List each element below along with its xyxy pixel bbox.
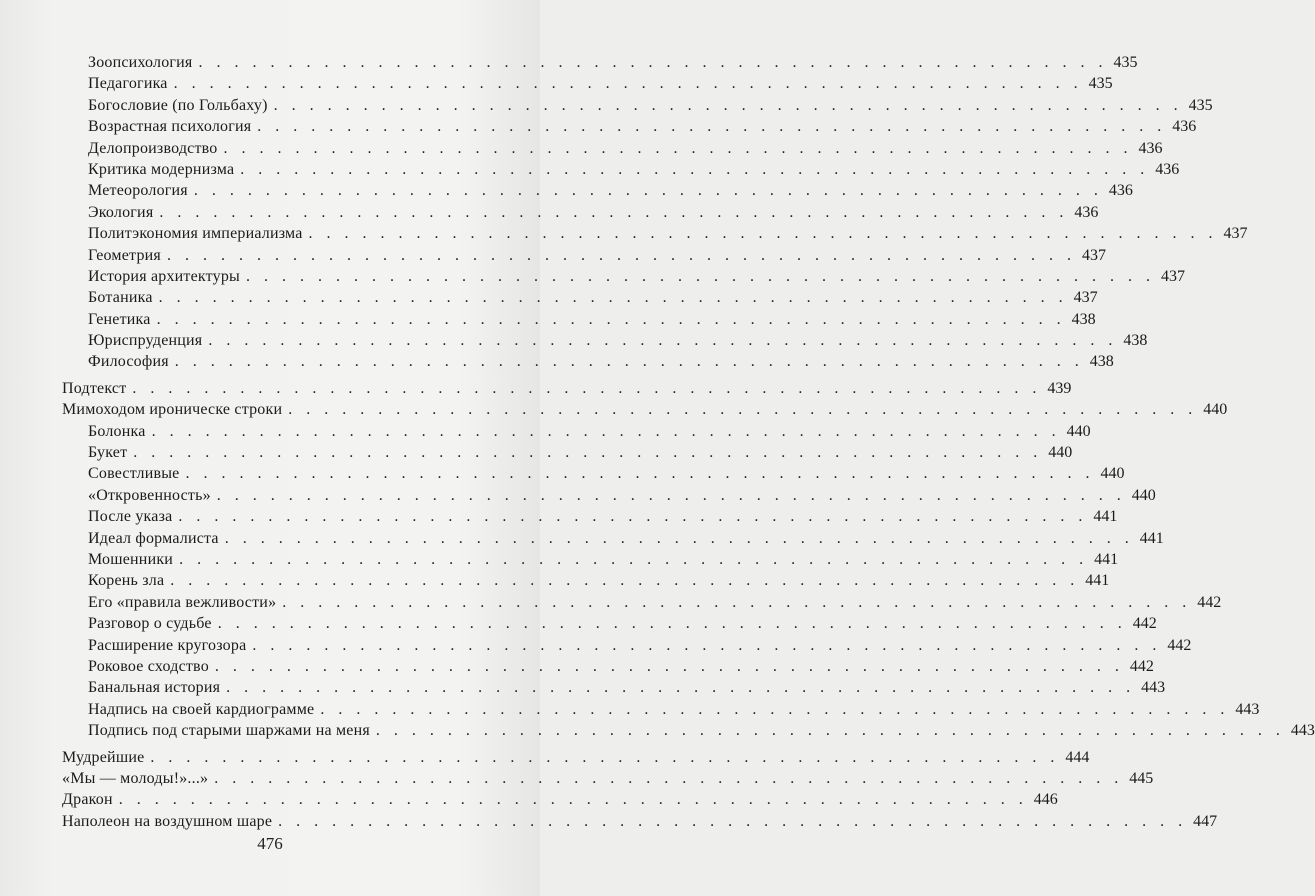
- toc-entry-title: Делопроизводство: [88, 139, 218, 157]
- toc-entry-title: Разговор о судьбе: [88, 615, 212, 633]
- toc-entry: [62, 811, 1218, 832]
- toc-entry-page: 440: [1203, 401, 1228, 419]
- toc-entry: [62, 635, 1192, 656]
- toc-entry-title: Критика модернизма: [88, 160, 235, 178]
- toc-entry: [62, 768, 1154, 789]
- toc-entry: [62, 747, 1090, 768]
- toc-entry-title: Идеал формалиста: [88, 529, 219, 547]
- toc-entry-title: После указа: [88, 508, 173, 526]
- toc-entry: [62, 159, 1180, 180]
- dot-leader: . . . . . . . . . . . . . . . . . . . . . . . . . . . . . . . . . . . . . . . . . . . . . . . . . . .: [170, 572, 1080, 590]
- toc-entry-title: Болонка: [88, 422, 146, 440]
- toc-entry: [62, 528, 1164, 549]
- toc-entry-title: Подтекст: [62, 379, 127, 397]
- dot-leader: . . . . . . . . . . . . . . . . . . . . . . . . . . . . . . . . . . . . . . . . . . . . . . . . . . .: [375, 722, 1285, 740]
- toc-entry-title: «Откровенность»: [88, 486, 211, 504]
- toc-entry-page: 441: [1093, 508, 1118, 526]
- dot-leader: . . . . . . . . . . . . . . . . . . . . . . . . . . . . . . . . . . . . . . . . . . . . . . . . . . .: [320, 700, 1230, 718]
- toc-entry: [62, 699, 1260, 720]
- toc-entry-title: Роковое сходство: [88, 657, 209, 675]
- toc-entry: [62, 266, 1186, 287]
- toc-entry-title: История архитектуры: [88, 267, 241, 285]
- dot-leader: . . . . . . . . . . . . . . . . . . . . . . . . . . . . . . . . . . . . . . . . . . . . . . . . . . .: [217, 615, 1127, 633]
- toc-entry-page: 441: [1094, 550, 1119, 568]
- toc-entry-title: Букет: [88, 444, 128, 462]
- dot-leader: . . . . . . . . . . . . . . . . . . . . . . . . . . . . . . . . . . . . . . . . . . . . . . . . . . .: [193, 182, 1103, 200]
- toc-entry: [62, 613, 1157, 634]
- toc-entry: [62, 506, 1118, 527]
- toc-entry-page: 441: [1139, 529, 1164, 547]
- toc-entry: [62, 287, 1098, 308]
- toc-entry: [62, 656, 1154, 677]
- toc-entry-title: Геометрия: [88, 246, 161, 264]
- dot-leader: . . . . . . . . . . . . . . . . . . . . . . . . . . . . . . . . . . . . . . . . . . . . . . . . . . .: [151, 422, 1061, 440]
- toc-entry-title: Юриспруденция: [88, 332, 203, 350]
- dot-leader: . . . . . . . . . . . . . . . . . . . . . . . . . . . . . . . . . . . . . . . . . . . . . . . . . . .: [240, 160, 1150, 178]
- toc-entry-title: Возрастная психология: [88, 118, 252, 136]
- toc-entry-page: 437: [1161, 267, 1186, 285]
- toc-entry-page: 443: [1141, 679, 1166, 697]
- toc-entry-page: 446: [1033, 791, 1058, 809]
- toc-entry: [62, 789, 1058, 810]
- table-of-contents: [62, 52, 1315, 832]
- toc-entry-title: Мимоходом ироническе строки: [62, 401, 283, 419]
- toc-entry: [62, 73, 1113, 94]
- dot-leader: . . . . . . . . . . . . . . . . . . . . . . . . . . . . . . . . . . . . . . . . . . . . . . . . . . .: [216, 486, 1126, 504]
- toc-entry-title: Педагогика: [88, 75, 168, 93]
- toc-entry-page: 443: [1235, 700, 1260, 718]
- toc-entry: [62, 202, 1099, 223]
- toc-entry: [62, 677, 1166, 698]
- toc-entry: [62, 351, 1114, 372]
- toc-entry: [62, 330, 1148, 351]
- dot-leader: . . . . . . . . . . . . . . . . . . . . . . . . . . . . . . . . . . . . . . . . . . . . . . . . . . .: [214, 769, 1124, 787]
- toc-entry-page: 442: [1129, 657, 1154, 675]
- dot-leader: . . . . . . . . . . . . . . . . . . . . . . . . . . . . . . . . . . . . . . . . . . . . . . . . . . .: [185, 465, 1095, 483]
- dot-leader: . . . . . . . . . . . . . . . . . . . . . . . . . . . . . . . . . . . . . . . . . . . . . . . . . . .: [133, 444, 1043, 462]
- toc-entry-title: Ботаника: [88, 289, 153, 307]
- toc-entry-page: 435: [1088, 75, 1113, 93]
- toc-entry: [62, 549, 1119, 570]
- toc-entry-title: Метеорология: [88, 182, 188, 200]
- toc-entry-title: Подпись под старыми шаржами на меня: [88, 722, 370, 740]
- toc-entry-title: Дракон: [62, 791, 113, 809]
- toc-entry: [62, 138, 1163, 159]
- toc-entry-title: Мудрейшие: [62, 748, 145, 766]
- dot-leader: . . . . . . . . . . . . . . . . . . . . . . . . . . . . . . . . . . . . . . . . . . . . . . . . . . .: [156, 310, 1066, 328]
- toc-entry-title: Его «правила вежливости»: [88, 593, 277, 611]
- dot-leader: . . . . . . . . . . . . . . . . . . . . . . . . . . . . . . . . . . . . . . . . . . . . . . . . . . .: [308, 225, 1218, 243]
- toc-entry-page: 437: [1081, 246, 1106, 264]
- dot-leader: . . . . . . . . . . . . . . . . . . . . . . . . . . . . . . . . . . . . . . . . . . . . . . . . . . .: [173, 75, 1083, 93]
- dot-leader: . . . . . . . . . . . . . . . . . . . . . . . . . . . . . . . . . . . . . . . . . . . . . . . . . . .: [288, 401, 1198, 419]
- toc-entry: [62, 309, 1096, 330]
- toc-entry: [62, 570, 1110, 591]
- dot-leader: . . . . . . . . . . . . . . . . . . . . . . . . . . . . . . . . . . . . . . . . . . . . . . . . . . .: [282, 593, 1192, 611]
- toc-entry-page: 436: [1138, 139, 1163, 157]
- toc-entry: [62, 485, 1156, 506]
- toc-entry: [62, 399, 1228, 420]
- toc-entry-page: 440: [1066, 422, 1091, 440]
- toc-entry-page: 435: [1113, 54, 1138, 71]
- toc-entry-page: 442: [1132, 615, 1157, 633]
- dot-leader: . . . . . . . . . . . . . . . . . . . . . . . . . . . . . . . . . . . . . . . . . . . . . . . . . . .: [208, 332, 1118, 350]
- toc-entry: [62, 180, 1133, 201]
- toc-entry: [62, 245, 1106, 266]
- dot-leader: . . . . . . . . . . . . . . . . . . . . . . . . . . . . . . . . . . . . . . . . . . . . . . . . . . .: [158, 289, 1068, 307]
- dot-leader: . . . . . . . . . . . . . . . . . . . . . . . . . . . . . . . . . . . . . . . . . . . . . . . . . . .: [214, 657, 1124, 675]
- toc-entry-title: Надпись на своей кардиограмме: [88, 700, 315, 718]
- toc-entry-title: Философия: [88, 353, 169, 371]
- toc-entry-title: Политэкономия империализма: [88, 225, 303, 243]
- toc-entry-page: 440: [1131, 486, 1156, 504]
- toc-entry: [62, 95, 1213, 116]
- toc-entry-page: 441: [1085, 572, 1110, 590]
- dot-leader: . . . . . . . . . . . . . . . . . . . . . . . . . . . . . . . . . . . . . . . . . . . . . . . . . . .: [252, 636, 1162, 654]
- dot-leader: . . . . . . . . . . . . . . . . . . . . . . . . . . . . . . . . . . . . . . . . . . . . . . . . . . .: [257, 118, 1167, 136]
- toc-entry-title: Расширение кругозора: [88, 636, 247, 654]
- toc-entry-page: 442: [1167, 636, 1192, 654]
- toc-entry-title: Наполеон на воздушном шаре: [62, 812, 273, 830]
- toc-entry-title: Генетика: [88, 310, 151, 328]
- dot-leader: . . . . . . . . . . . . . . . . . . . . . . . . . . . . . . . . . . . . . . . . . . . . . . . . . . .: [159, 203, 1069, 221]
- toc-entry: [62, 720, 1315, 741]
- toc-entry-title: Богословие (по Гольбаху): [88, 96, 268, 114]
- toc-entry-title: «Мы — молоды!»...»: [62, 769, 209, 787]
- dot-leader: . . . . . . . . . . . . . . . . . . . . . . . . . . . . . . . . . . . . . . . . . . . . . . . . . . .: [179, 550, 1089, 568]
- toc-entry-page: 436: [1155, 160, 1180, 178]
- toc-entry-page: 435: [1188, 96, 1213, 114]
- toc-entry-page: 436: [1074, 203, 1099, 221]
- dot-leader: . . . . . . . . . . . . . . . . . . . . . . . . . . . . . . . . . . . . . . . . . . . . . . . . . . .: [166, 246, 1076, 264]
- dot-leader: . . . . . . . . . . . . . . . . . . . . . . . . . . . . . . . . . . . . . . . . . . . . . . . . . . .: [198, 54, 1108, 71]
- toc-entry-title: Зоопсихология: [88, 54, 193, 71]
- toc-entry: [62, 378, 1072, 399]
- dot-leader: . . . . . . . . . . . . . . . . . . . . . . . . . . . . . . . . . . . . . . . . . . . . . . . . . . .: [278, 812, 1188, 830]
- toc-entry-page: 437: [1223, 225, 1248, 243]
- toc-entry: [62, 463, 1125, 484]
- dot-leader: . . . . . . . . . . . . . . . . . . . . . . . . . . . . . . . . . . . . . . . . . . . . . . . . . . .: [273, 96, 1183, 114]
- toc-entry-title: Корень зла: [88, 572, 165, 590]
- toc-entry-page: 440: [1100, 465, 1125, 483]
- toc-entry-page: 438: [1071, 310, 1096, 328]
- dot-leader: . . . . . . . . . . . . . . . . . . . . . . . . . . . . . . . . . . . . . . . . . . . . . . . . . . .: [246, 267, 1156, 285]
- dot-leader: . . . . . . . . . . . . . . . . . . . . . . . . . . . . . . . . . . . . . . . . . . . . . . . . . . .: [178, 508, 1088, 526]
- toc-entry-page: 442: [1197, 593, 1222, 611]
- toc-entry-page: 438: [1089, 353, 1114, 371]
- toc-entry-page: 437: [1073, 289, 1098, 307]
- toc-entry-page: 444: [1065, 748, 1090, 766]
- toc-entry-title: Экология: [88, 203, 154, 221]
- toc-entry-title: Мошенники: [88, 550, 174, 568]
- toc-entry: [62, 442, 1073, 463]
- toc-entry-page: 439: [1047, 379, 1072, 397]
- toc-entry: [62, 223, 1248, 244]
- dot-leader: . . . . . . . . . . . . . . . . . . . . . . . . . . . . . . . . . . . . . . . . . . . . . . . . . . .: [224, 529, 1134, 547]
- page-number: 476: [257, 834, 283, 853]
- toc-entry: [62, 592, 1222, 613]
- toc-entry-page: 440: [1048, 444, 1073, 462]
- toc-entry-page: 438: [1123, 332, 1148, 350]
- toc-entry: [62, 116, 1197, 137]
- dot-leader: . . . . . . . . . . . . . . . . . . . . . . . . . . . . . . . . . . . . . . . . . . . . . . . . . . .: [150, 748, 1060, 766]
- toc-entry-page: 445: [1129, 769, 1154, 787]
- toc-entry: [62, 52, 1138, 73]
- toc-entry-title: Совестливые: [88, 465, 180, 483]
- toc-entry: [62, 421, 1091, 442]
- dot-leader: . . . . . . . . . . . . . . . . . . . . . . . . . . . . . . . . . . . . . . . . . . . . . . . . . . .: [226, 679, 1136, 697]
- dot-leader: . . . . . . . . . . . . . . . . . . . . . . . . . . . . . . . . . . . . . . . . . . . . . . . . . . .: [174, 353, 1084, 371]
- dot-leader: . . . . . . . . . . . . . . . . . . . . . . . . . . . . . . . . . . . . . . . . . . . . . . . . . . .: [223, 139, 1133, 157]
- toc-entry-title: Банальная история: [88, 679, 221, 697]
- toc-entry-page: 443: [1290, 722, 1315, 740]
- toc-entry-page: 436: [1108, 182, 1133, 200]
- toc-entry-page: 447: [1193, 812, 1218, 830]
- dot-leader: . . . . . . . . . . . . . . . . . . . . . . . . . . . . . . . . . . . . . . . . . . . . . . . . . . .: [132, 379, 1042, 397]
- toc-entry-page: 436: [1172, 118, 1197, 136]
- dot-leader: . . . . . . . . . . . . . . . . . . . . . . . . . . . . . . . . . . . . . . . . . . . . . . . . . . .: [118, 791, 1028, 809]
